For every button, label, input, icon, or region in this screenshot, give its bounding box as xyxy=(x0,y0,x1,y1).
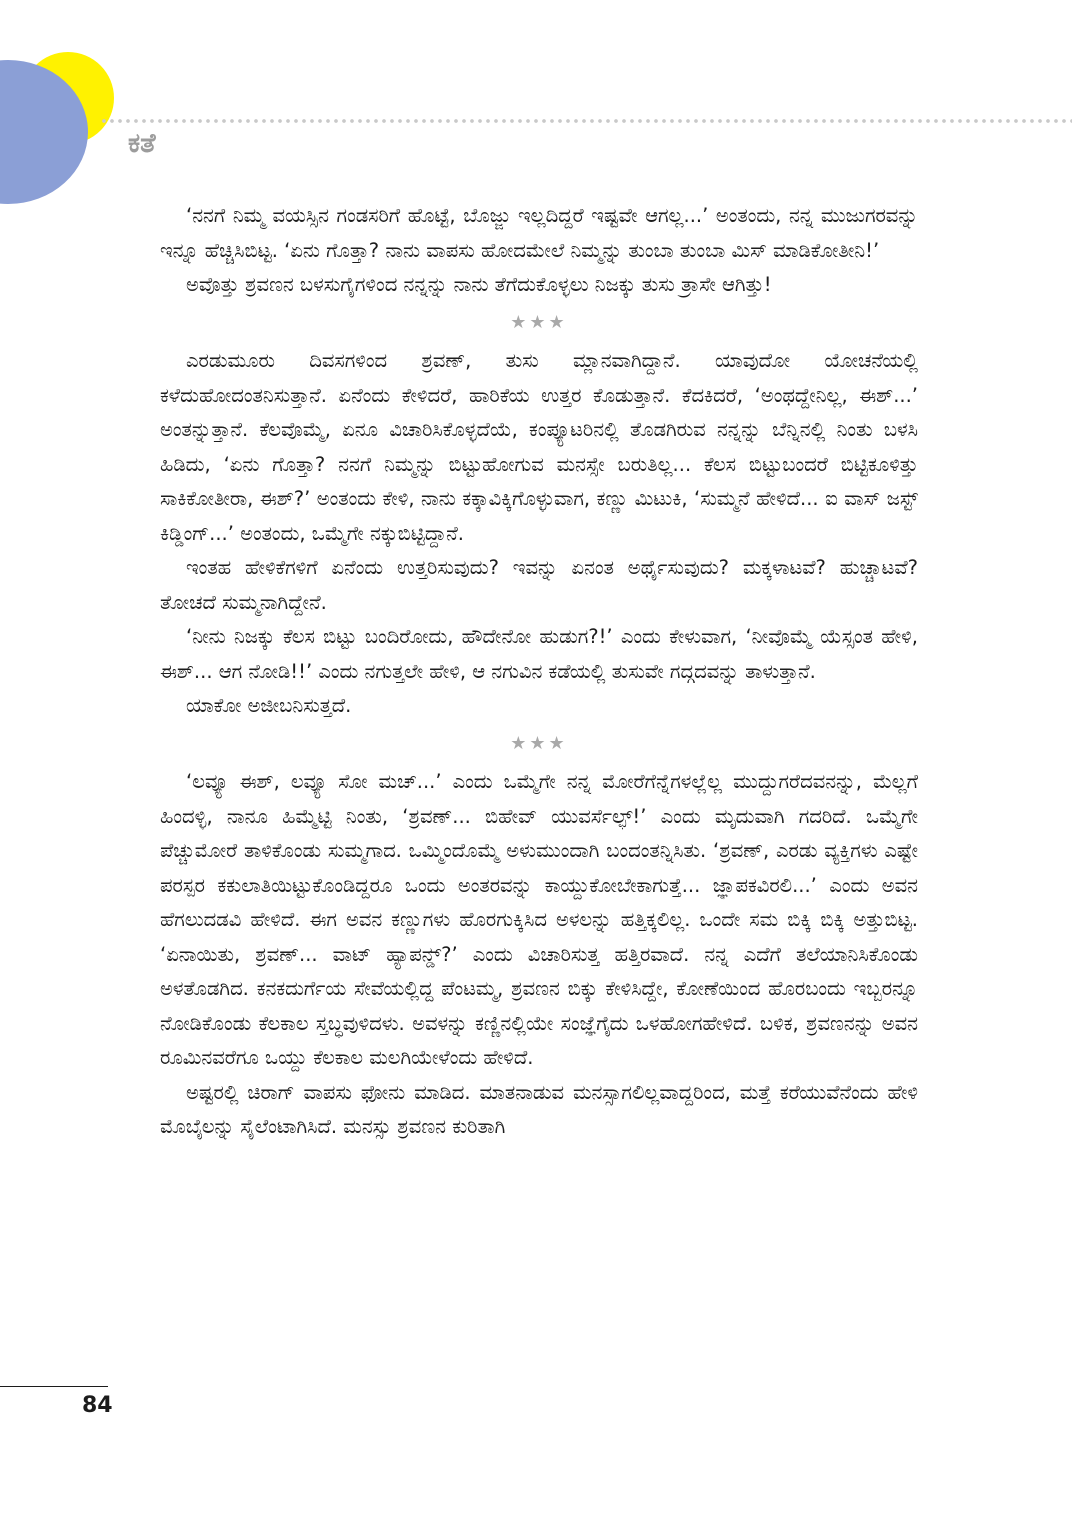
section-separator: ★★★ xyxy=(510,732,568,754)
paragraph: ಅವೊತ್ತು ಶ್ರವಣನ ಬಳಸುಗೈಗಳಿಂದ ನನ್ನನ್ನು ನಾನು ತೆಗೆದುಕೊಳ್ಳಲು ನಿಜಕ್ಕು ತುಸು ತ್ರಾಸೇ ಆಗಿತ್ತು! xyxy=(186,273,772,296)
paragraph: ಯಾಕೋ ಅಜೀಬನಿಸುತ್ತದೆ. xyxy=(186,694,352,717)
section-separator: ★★★ xyxy=(510,311,568,333)
dotted-divider xyxy=(100,118,1072,124)
section-label: ಕತೆ xyxy=(128,128,156,159)
paragraph: ಅಷ್ಟರಲ್ಲಿ ಚಿರಾಗ್ ವಾಪಸು ಫೋನು ಮಾಡಿದ. ಮಾತನಾಡುವ ಮನಸ್ಸಾಗಲಿಲ್ಲವಾದ್ದರಿಂದ, ಮತ್ತೆ ಕರೆಯುವೆನೆಂದು ಹೇಳಿ ಮೊಬೈಲನ್ನು ಸೈಲೆಂಟಾಗಿಸಿದೆ. ಮನಸ್ಸು ಶ್ರವಣನ ಕುರಿತಾಗಿ xyxy=(160,1080,918,1138)
paragraph: ‘ನೀನು ನಿಜಕ್ಕು ಕೆಲಸ ಬಿಟ್ಟು ಬಂದಿರೋದು, ಹೌದೇನೋ ಹುಡುಗ?!’ ಎಂದು ಕೇಳುವಾಗ, ‘ನೀವೊಮ್ಮೆ ಯೆಸ್ಸಂತ ಹೇಳಿ, ಈಶ್... ಆಗ ನೋಡಿ!!’ ಎಂದು ನಗುತ್ತಲೇ ಹೇಳಿ, ಆ ನಗುವಿನ ಕಡೆಯಲ್ಲಿ ತುಸುವೇ ಗದ್ಗದವನ್ನು ತಾಳುತ್ತಾನೆ. xyxy=(160,625,918,683)
paragraph: ‘ಲವ್ಯೂ ಈಶ್, ಲವ್ಯೂ ಸೋ ಮಚ್...’ ಎಂದು ಒಮ್ಮೆಗೇ ನನ್ನ ಮೋರೆಗೆನ್ನೆಗಳಲ್ಲೆಲ್ಲ ಮುದ್ದುಗರೆದವನನ್ನು, ಮೆಲ್ಲಗೆ ಹಿಂದಳ್ಳಿ, ನಾನೂ ಹಿಮ್ಮೆಟ್ಟಿ ನಿಂತು, ‘ಶ್ರವಣ್... ಬಿಹೇವ್ ಯುವರ್ಸೆಲ್ಫ್!’ ಎಂದು ಮೃದುವಾಗಿ ಗದರಿದೆ. ಒಮ್ಮೆಗೇ ಪೆಚ್ಚುಮೋರೆ ತಾಳಿಕೊಂಡು ಸುಮ್ಮಗಾದ. ಒಮ್ಮಿಂದೊಮ್ಮೆ ಅಳುಮುಂದಾಗಿ ಬಂದಂತನ್ನಿಸಿತು. ‘ಶ್ರವಣ್, ಎರಡು ವ್ಯಕ್ತಿಗಳು ಎಷ್ಟೇ ಪರಸ್ಪರ ಕಕುಲಾತಿಯಿಟ್ಟುಕೊಂಡಿದ್ದರೂ ಒಂದು ಅಂತರವನ್ನು ಕಾಯ್ದುಕೋಬೇಕಾಗುತ್ತೆ... ಜ್ಞಾಪಕವಿರಲಿ...’ ಎಂದು ಅವನ ಹೆಗಲುದಡವಿ ಹೇಳಿದೆ. ಈಗ ಅವನ ಕಣ್ಣುಗಳು ಹೊರಗುಕ್ಕಿಸಿದ ಅಳಲನ್ನು ಹತ್ತಿಕ್ಕಲಿಲ್ಲ. ಒಂದೇ ಸಮ ಬಿಕ್ಕಿ ಬಿಕ್ಕಿ ಅತ್ತುಬಿಟ್ಟ. ‘ಏನಾಯಿತು, ಶ್ರವಣ್... ವಾಟ್ ಹ್ಯಾಪನ್ಡ್?’ ಎಂದು ವಿಚಾರಿಸುತ್ತ ಹತ್ತಿರವಾದೆ. ನನ್ನ ಎದೆಗೆ ತಲೆಯಾನಿಸಿಕೊಂಡು ಅಳತೊಡಗಿದ. ಕನಕದುರ್ಗೆಯ ಸೇವೆಯಲ್ಲಿದ್ದ ಪೆಂಟಮ್ಮ, ಶ್ರವಣನ ಬಿಕ್ಕು ಕೇಳಿಸಿದ್ದೇ, ಕೋಣೆಯಿಂದ ಹೊರಬಂದು ಇಬ್ಬರನ್ನೂ ನೋಡಿಕೊಂಡು ಕೆಲಕಾಲ ಸ್ತಬ್ಧವುಳಿದಳು. ಅವಳನ್ನು ಕಣ್ಣಿನಲ್ಲಿಯೇ ಸಂಜ್ಞೆಗೈದು ಒಳಹೋಗಹೇಳಿದೆ. ಬಳಿಕ, ಶ್ರವಣನನ್ನು ಅವನ ರೂಮಿನವರೆಗೂ ಒಯ್ದು ಕೆಲಕಾಲ ಮಲಗಿಯೇಳೆಂದು ಹೇಳಿದೆ. xyxy=(160,770,918,1069)
paragraph: ಇಂತಹ ಹೇಳಿಕೆಗಳಿಗೆ ಏನೆಂದು ಉತ್ತರಿಸುವುದು? ಇವನ್ನು ಏನಂತ ಅರ್ಥೈಸುವುದು? ಮಕ್ಕಳಾಟವೆ? ಹುಚ್ಚಾಟವೆ? ತೋಚದೆ ಸುಮ್ಮನಾಗಿದ್ದೇನೆ. xyxy=(160,556,918,614)
page-number: 84 xyxy=(82,1393,113,1418)
paragraph: ಎರಡುಮೂರು ದಿವಸಗಳಿಂದ ಶ್ರವಣ್, ತುಸು ಮ್ಲಾನವಾಗಿದ್ದಾನೆ. ಯಾವುದೋ ಯೋಚನೆಯಲ್ಲಿ ಕಳೆದುಹೋದಂತನಿಸುತ್ತಾನೆ. ಏನೆಂದು ಕೇಳಿದರೆ, ಹಾರಿಕೆಯ ಉತ್ತರ ಕೊಡುತ್ತಾನೆ. ಕೆದಕಿದರೆ, ‘ಅಂಥದ್ದೇನಿಲ್ಲ, ಈಶ್...’ ಅಂತನ್ನುತ್ತಾನೆ. ಕೆಲವೊಮ್ಮೆ, ಏನೂ ವಿಚಾರಿಸಿಕೊಳ್ಳದೆಯೆ, ಕಂಪ್ಯೂಟರಿನಲ್ಲಿ ತೊಡಗಿರುವ ನನ್ನನ್ನು ಬೆನ್ನಿನಲ್ಲಿ ನಿಂತು ಬಳಸಿ ಹಿಡಿದು, ‘ಏನು ಗೊತ್ತಾ? ನನಗೆ ನಿಮ್ಮನ್ನು ಬಿಟ್ಟುಹೋಗುವ ಮನಸ್ಸೇ ಬರುತಿಲ್ಲ... ಕೆಲಸ ಬಿಟ್ಟುಬಂದರೆ ಬಿಟ್ಟಿಕೂಳಿತ್ತು ಸಾಕಿಕೋತೀರಾ, ಈಶ್?’ ಅಂತಂದು ಕೇಳಿ, ನಾನು ಕಕ್ಕಾವಿಕ್ಕಿಗೊಳ್ಳುವಾಗ, ಕಣ್ಣು ಮಿಟುಕಿ, ‘ಸುಮ್ಮನೆ ಹೇಳಿದೆ... ಐ ವಾಸ್ ಜಸ್ಟ್ ಕಿಡ್ಡಿಂಗ್...’ ಅಂತಂದು, ಒಮ್ಮೆಗೇ ನಕ್ಕುಬಿಟ್ಟಿದ್ದಾನೆ. xyxy=(160,349,918,545)
paragraph: ‘ನನಗೆ ನಿಮ್ಮ ವಯಸ್ಸಿನ ಗಂಡಸರಿಗೆ ಹೊಟ್ಟೆ, ಬೊಜ್ಜು ಇಲ್ಲದಿದ್ದರೆ ಇಷ್ಟವೇ ಆಗಲ್ಲ...’ ಅಂತಂದು, ನನ್ನ ಮುಜುಗರವನ್ನು ಇನ್ನೂ ಹೆಚ್ಚಿಸಿಬಿಟ್ಟ. ‘ಏನು ಗೊತ್ತಾ? ನಾನು ವಾಪಸು ಹೋದಮೇಲೆ ನಿಮ್ಮನ್ನು ತುಂಬಾ ತುಂಬಾ ಮಿಸ್ ಮಾಡಿಕೋತೀನಿ!’ xyxy=(160,204,918,262)
story-body xyxy=(160,199,918,1145)
footer-rule xyxy=(0,1386,108,1387)
